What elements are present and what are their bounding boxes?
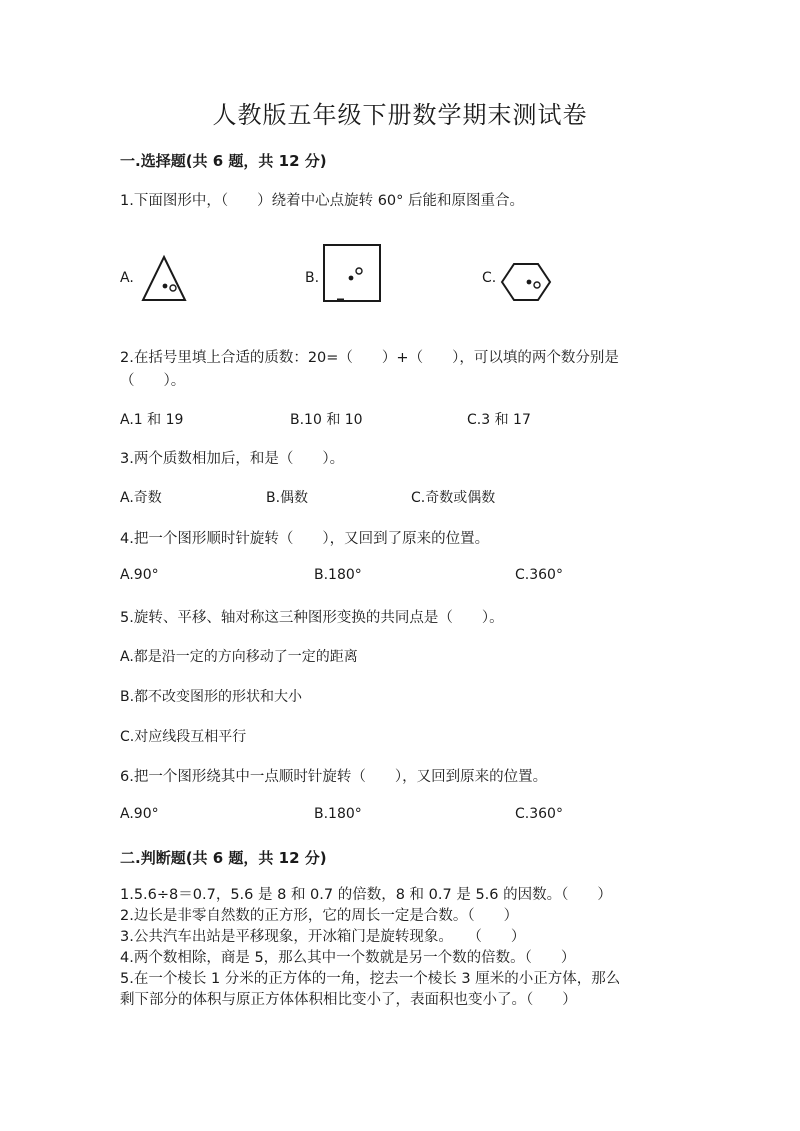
question-6: 6.把一个图形绕其中一点顺时针旋转（ ），又回到原来的位置。 [120,769,548,785]
q5-option-a[interactable]: A.都是沿一定的方向移动了一定的距离 [120,649,358,665]
question-2-line-2: （ ）。 [120,373,186,389]
q3-option-c[interactable]: C.奇数或偶数 [411,490,496,506]
q6-option-c[interactable]: C.360° [515,806,563,822]
judgement-item-2: 2.边长是非零自然数的正方形，它的周长一定是合数。（ ） [120,908,519,924]
q4-option-c[interactable]: C.360° [515,567,563,583]
question-2-line-1: 2.在括号里填上合适的质数：20=（ ）+（ ），可以填的两个数分别是 [120,350,619,366]
q2-option-a[interactable]: A.1 和 19 [120,412,184,428]
section-heading-judgement: 二.判断题(共 6 题，共 12 分) [120,849,327,867]
judgement-item-5-line-1: 5.在一个棱长 1 分米的正方体的一角，挖去一个棱长 3 厘米的小正方体，那么 [120,971,621,987]
judgement-item-1: 1.5.6÷8＝0.7，5.6 是 8 和 0.7 的倍数，8 和 0.7 是 5.6 的因数。（ ） [120,887,612,903]
judgement-item-5-line-2: 剩下部分的体积与原正方体体积相比变小了，表面积也变小了。（ ） [120,992,577,1008]
triangle-icon [140,254,188,302]
q4-option-b[interactable]: B.180° [314,567,362,583]
q1-option-c[interactable]: C. [482,270,497,286]
judgement-item-4: 4.两个数相除，商是 5，那么其中一个数就是另一个数的倍数。（ ） [120,950,576,966]
hexagon-icon [501,262,551,302]
judgement-item-3: 3.公共汽车出站是平移现象，开冰箱门是旋转现象。 （ ） [120,929,526,945]
question-3: 3.两个质数相加后，和是（ ）。 [120,451,345,467]
q4-option-a[interactable]: A.90° [120,567,159,583]
q3-option-a[interactable]: A.奇数 [120,490,162,506]
question-4: 4.把一个图形顺时针旋转（ ），又回到了原来的位置。 [120,531,490,547]
square-icon [323,244,381,302]
page-title: 人教版五年级下册数学期末测试卷 [212,101,588,129]
q6-option-a[interactable]: A.90° [120,806,159,822]
q5-option-b[interactable]: B.都不改变图形的形状和大小 [120,689,303,705]
q1-option-b[interactable]: B. [305,270,320,286]
q2-option-b[interactable]: B.10 和 10 [290,412,363,428]
q6-option-b[interactable]: B.180° [314,806,362,822]
q1-option-a[interactable]: A. [120,270,134,286]
q2-option-c[interactable]: C.3 和 17 [467,412,531,428]
section-heading-choice: 一.选择题(共 6 题，共 12 分) [120,152,327,170]
question-1: 1.下面图形中，（ ）绕着中心点旋转 60° 后能和原图重合。 [120,193,525,209]
question-5: 5.旋转、平移、轴对称这三种图形变换的共同点是（ ）。 [120,610,504,626]
q3-option-b[interactable]: B.偶数 [266,490,309,506]
q5-option-c[interactable]: C.对应线段互相平行 [120,729,247,745]
